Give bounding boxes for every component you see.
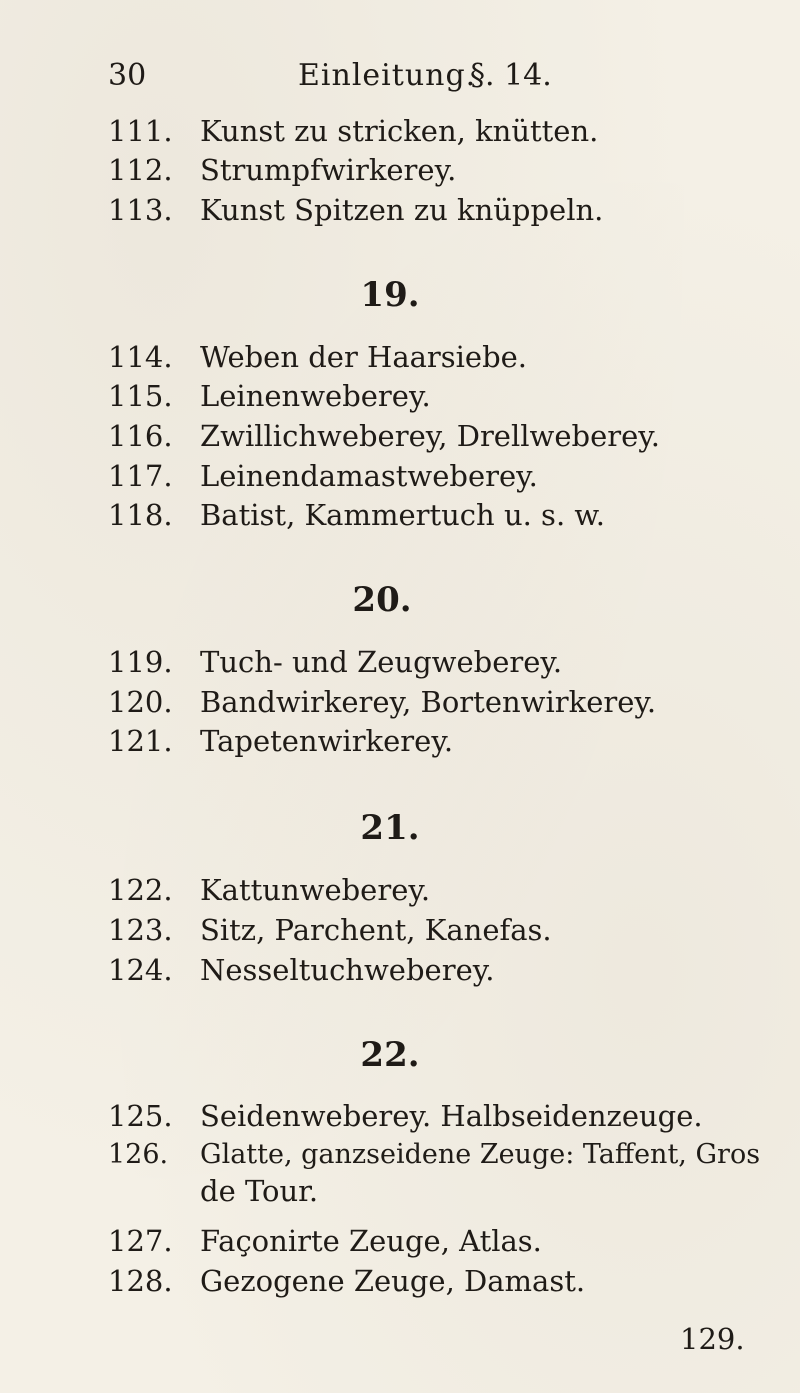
list-item: 111. Kunst zu stricken, knütten. xyxy=(108,114,599,148)
list-item: 128. Gezogene Zeuge, Damast. xyxy=(108,1264,586,1298)
section-heading: 21. xyxy=(360,808,420,848)
page-number: 30 xyxy=(108,58,147,93)
section-heading: 19. xyxy=(360,275,420,315)
list-item: 115. Leinenweberey. xyxy=(108,379,431,413)
list-item: 126. Glatte, ganzseidene Zeuge: Taffent, Gros xyxy=(108,1139,761,1170)
page-header xyxy=(108,58,668,98)
list-item: 114. Weben der Haarsiebe. xyxy=(108,340,528,374)
list-item: 119. Tuch- und Zeugweberey. xyxy=(108,645,563,679)
list-item: 127. Façonirte Zeuge, Atlas. xyxy=(108,1224,542,1258)
list-item: 116. Zwillichweberey, Drellweberey. xyxy=(108,419,661,453)
list-item: 120. Bandwirkerey, Bortenwirkerey. xyxy=(108,685,657,719)
list-item: 122. Kattunweberey. xyxy=(108,873,431,907)
list-item: 118. Batist, Kammertuch u. s. w. xyxy=(108,498,605,532)
list-item-continuation: de Tour. xyxy=(200,1174,319,1208)
section-heading: 22. xyxy=(360,1035,420,1075)
list-item: 123. Sitz, Parchent, Kanefas. xyxy=(108,913,552,947)
running-title: Einleitung. xyxy=(298,58,477,93)
list-item: 124. Nesseltuchweberey. xyxy=(108,953,495,987)
list-item: 117. Leinendamastweberey. xyxy=(108,459,538,493)
list-item: 112. Strumpfwirkerey. xyxy=(108,153,457,187)
list-item: 121. Tapetenwirkerey. xyxy=(108,724,454,758)
list-item: 113. Kunst Spitzen zu knüppeln. xyxy=(108,193,604,227)
section-mark: §. 14. xyxy=(470,58,552,93)
section-heading: 20. xyxy=(352,580,412,620)
list-item: 125. Seidenweberey. Halbseidenzeuge. xyxy=(108,1099,703,1133)
catchword: 129. xyxy=(680,1322,745,1356)
